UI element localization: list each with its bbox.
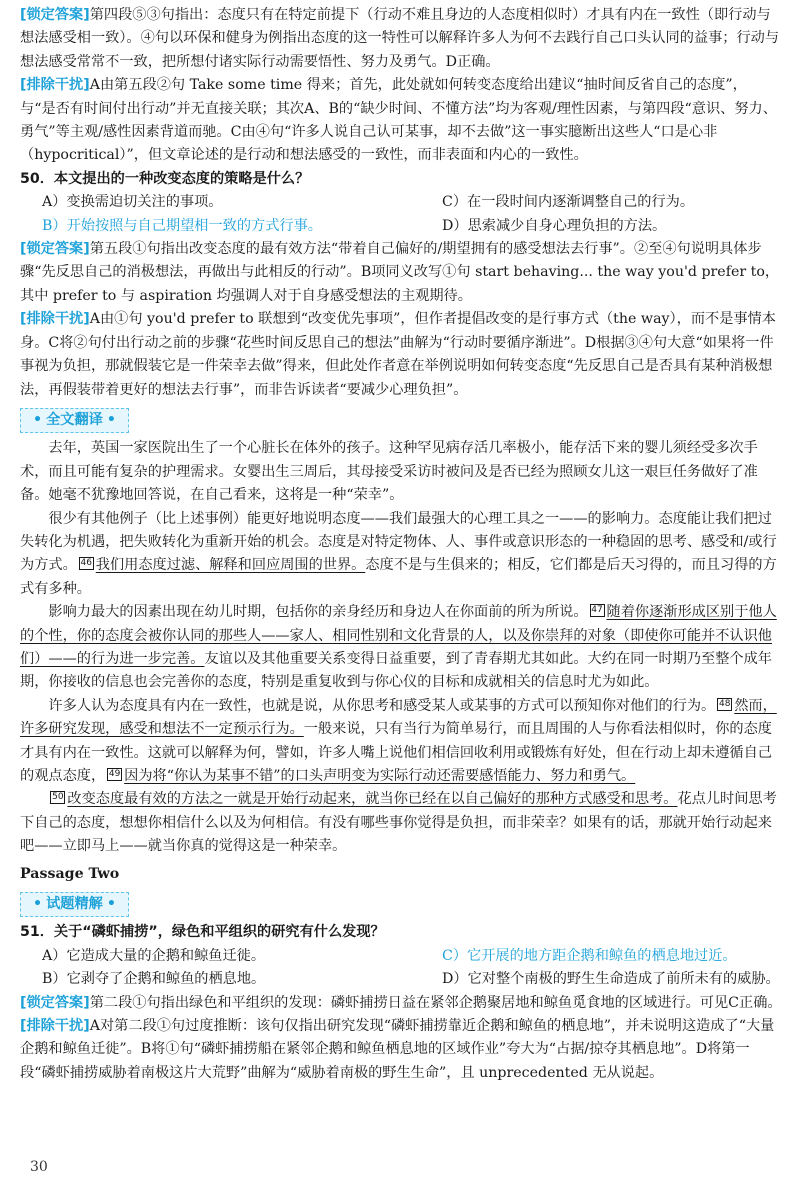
question-51: 51．关于“磷虾捕捞”，绿色和平组织的研究有什么发现？ (20, 924, 385, 941)
underlined-sentence-48: 然而，许多研究发现，感受和想法不一定预示行为。 (20, 697, 777, 738)
q50-lock-answer (20, 238, 782, 308)
translation-paragraph-2: 很少有其他例子（比上述事例）能更好地说明态度——我们最强大的心理工具之一——的影响力。态度能让我们把过失转化为机遇，把失败转化为重新开始的机会。态度是对特定物体、人、事件或意识形态的一种稳固的思考、感受和/或行为方式。 46 我们用态度过滤、解释和回应周围的世界。态度不是与生俱来的；相反，它们都是后天习得的，而且习得的方式有多种。 (20, 510, 777, 597)
eliminate-text: A由①句 you'd prefer to 联想到“改变优先事项”，但作者提倡改变的是行事方式（the way），而不是事情本身。C将②句付出行动之前的步骤“花些时间反思自己的想法”曲解为“行动时要循序渐进”。D根据③④句大意“如果将一件事视为负担，那就假装它是一件荣幸去做”得来，但此处作者意在举例说明如何转变态度“先反思自己是否具有某种消极想法，再假装带着更好的想法去行事”，而非告诉读者“要减少心理负担”。 (20, 311, 776, 398)
option-51-b: B）它剥夺了企鹅和鲸鱼的栖息地。 (42, 971, 266, 988)
translation-paragraph-1: 去年，英国一家医院出生了一个心脏长在体外的孩子。这种罕见病存活几率极小，能存活下来的婴儿须经受多次手术，而且可能有复杂的护理需求。女婴出生三周后，其母接受采访时被问及是否已经为照顾女儿这一艰巨任务做好了准备。她毫不犹豫地回答说，在自己看来，这将是一种“荣幸”。 (20, 440, 758, 504)
underlined-sentence-50: 改变态度最有效的方法之一就是开始行动起来，就当你已经在以自己偏好的那种方式感受和思考。 (67, 791, 678, 808)
lock-answer-tag: [锁定答案] (20, 994, 90, 1011)
question-51-options (20, 945, 782, 992)
underlined-sentence-46: 我们用态度过滤、解释和回应周围的世界。 (95, 557, 366, 574)
translation-heading: • 全文翻译 • (20, 408, 129, 433)
translation-paragraph-5: 50 改变态度最有效的方法之一就是开始行动起来，就当你已经在以自己偏好的那种方式感受和思考。花点儿时间思考下自己的态度，想想你相信什么以及为何相信。有没有哪些事你觉得是负担，而非荣幸？如果有的话，那就开始行动起来吧——立即马上——就当你真的觉得这是一种荣幸。 (20, 791, 777, 855)
eliminate-tag: [排除干扰] (20, 311, 90, 328)
option-51-a: A）它造成大量的企鹅和鲸鱼迁徙。 (42, 947, 266, 964)
eliminate-tag: [排除干扰] (20, 1018, 90, 1035)
option-50-b-correct: B）开始按照与自己期望相一致的方式行事。 (42, 217, 322, 234)
question-marker-49: 49 (108, 769, 121, 779)
option-50-c: C）在一段时间内逐渐调整自己的行为。 (442, 194, 695, 211)
question-marker-48: 48 (718, 698, 731, 709)
option-50-d: D）思索减少自身心理负担的方法。 (442, 217, 667, 234)
lock-answer-text: 第二段①句指出绿色和平组织的发现：磷虾捕捞日益在紧邻企鹅聚居地和鲸鱼觅食地的区域进行。可见C正确。 (89, 994, 782, 1011)
lock-answer-text: 第五段①句指出改变态度的最有效方法“带着自己偏好的/期望拥有的感受想法去行事”。②至④句说明具体步骤“先反思自己的消极想法，再做出与此相反的行动”。B项同义改写①句 start behaving... the way you'd prefer to，其中 prefer to 与 aspiration 均强调人对于自身感受想法的主观期待。 (20, 241, 780, 304)
underlined-sentence-49: 因为将“你认为某事不错”的口头声明变为实际行动还需要感悟能力、努力和勇气。 (124, 768, 636, 784)
eliminate-text: A对第二段①句过度推断：该句仅指出研究发现“磷虾捕捞靠近企鹅和鲸鱼的栖息地”，并未说明这造成了“大量企鹅和鲸鱼迁徙”。B将①句“磷虾捕捞船在紧邻企鹅和鲸鱼栖息地的区域作业”夸大为“占据/掠夺其栖息地”。D将第一段“磷虾捕捞威胁着南极这片大荒野”曲解为“威胁着南极的野生生命”，且 unprecedented 无从说起。 (20, 1018, 775, 1081)
question-marker-47: 47 (591, 605, 603, 616)
question-50: 50．本文提出的一种改变态度的策略是什么？ (20, 170, 310, 187)
eliminate-tag: [排除干扰] (20, 77, 90, 94)
option-50-a: A）变换需迫切关注的事项。 (42, 194, 223, 211)
question-50-options (20, 191, 782, 238)
translation-paragraph-3: 影响力最大的因素出现在幼儿时期，包括你的亲身经历和身边人在你面前的所为所说。 47 随着你逐渐形成区别于他人的个性，你的态度会被你认同的那些人——家人、相同性别和文化背景的人，以及你崇拜的对象（即使你可能并不认识他们）——的行为进一步完善。友谊以及其他重要关系变得日益重要，到了青春期尤其如此。大约在同一时期乃至整个成年期，你接收的信息也会完善你的态度，特别是重复收到与你心仪的目标和成就相关的信息时尤为如此。 (20, 604, 777, 691)
question-marker-46: 46 (80, 558, 92, 569)
translation-paragraph-4: 许多人认为态度具有内在一致性，也就是说，从你思考和感受某人或某事的方式可以预知你对他们的行为。 48 然而，许多研究发现，感受和想法不一定预示行为。一般来说，只有当行为简单易行，而且周围的人与你看法相似时，你的态度才具有内在一致性。这就可以解释为何，譬如，许多人嘴上说他们相信回收利用或锻炼有好处，但在行动上却未遵循自己的观点态度， 49 因为将“你认为某事不错”的口头声明变为实际行动还需要感悟能力、努力和勇气。 (20, 697, 777, 784)
lock-answer-tag: [锁定答案] (20, 241, 90, 258)
page-number: 30 (30, 1159, 48, 1175)
q49-lock-answer (20, 4, 782, 74)
q50-eliminate (20, 308, 782, 402)
q51-lock-answer (20, 992, 782, 1015)
question-marker-50: 50 (52, 792, 64, 803)
lock-answer-text: 第四段⑤③句指出：态度只有在特定前提下（行动不难且身边的人态度相似时）才具有内在一致性（即行动与想法感受相一致）。④句以环保和健身为例指出态度的这一特性可以解释许多人为何不去践行自己口头认同的益事；行动与想法感受常常不一致，把所想付诸实际行动需要悟性、努力及勇气。D正确。 (20, 7, 780, 70)
option-51-c-correct: C）它开展的地方距企鹅和鲸鱼的栖息地过近。 (442, 947, 737, 964)
page-content (20, 4, 782, 1085)
passage-two-title: Passage Two (20, 865, 120, 882)
eliminate-text: A由第五段②句 Take some time 得来；首先，此处就如何转变态度给出建议“抽时间反省自己的态度”，与“是否有时间付出行动”并无直接关联；其次A、B的“缺少时间、不懂方法”均为客观/理性因素，与第四段“意识、努力、勇气”等主观/感性因素背道而驰。C由④句“许多人说自己认可某事，却不去做”这一事实臆断出这些人“口是心非（hypocritical）”，但文章论述的是行动和想法感受的一致性，而非表面和内心的一致性。 (20, 77, 777, 164)
q51-eliminate (20, 1015, 782, 1085)
analysis-heading: • 试题精解 • (20, 892, 129, 917)
q49-eliminate (20, 74, 782, 168)
option-51-d: D）它对整个南极的野生生命造成了前所未有的威胁。 (442, 971, 780, 988)
lock-answer-tag: [锁定答案] (20, 7, 90, 23)
underlined-sentence-47: 随着你逐渐形成区别于他人的个性，你的态度会被你认同的那些人——家人、相同性别和文化背景的人，以及你崇拜的对象（即使你可能并不认识他们）——的行为进一步完善。 (20, 604, 777, 667)
